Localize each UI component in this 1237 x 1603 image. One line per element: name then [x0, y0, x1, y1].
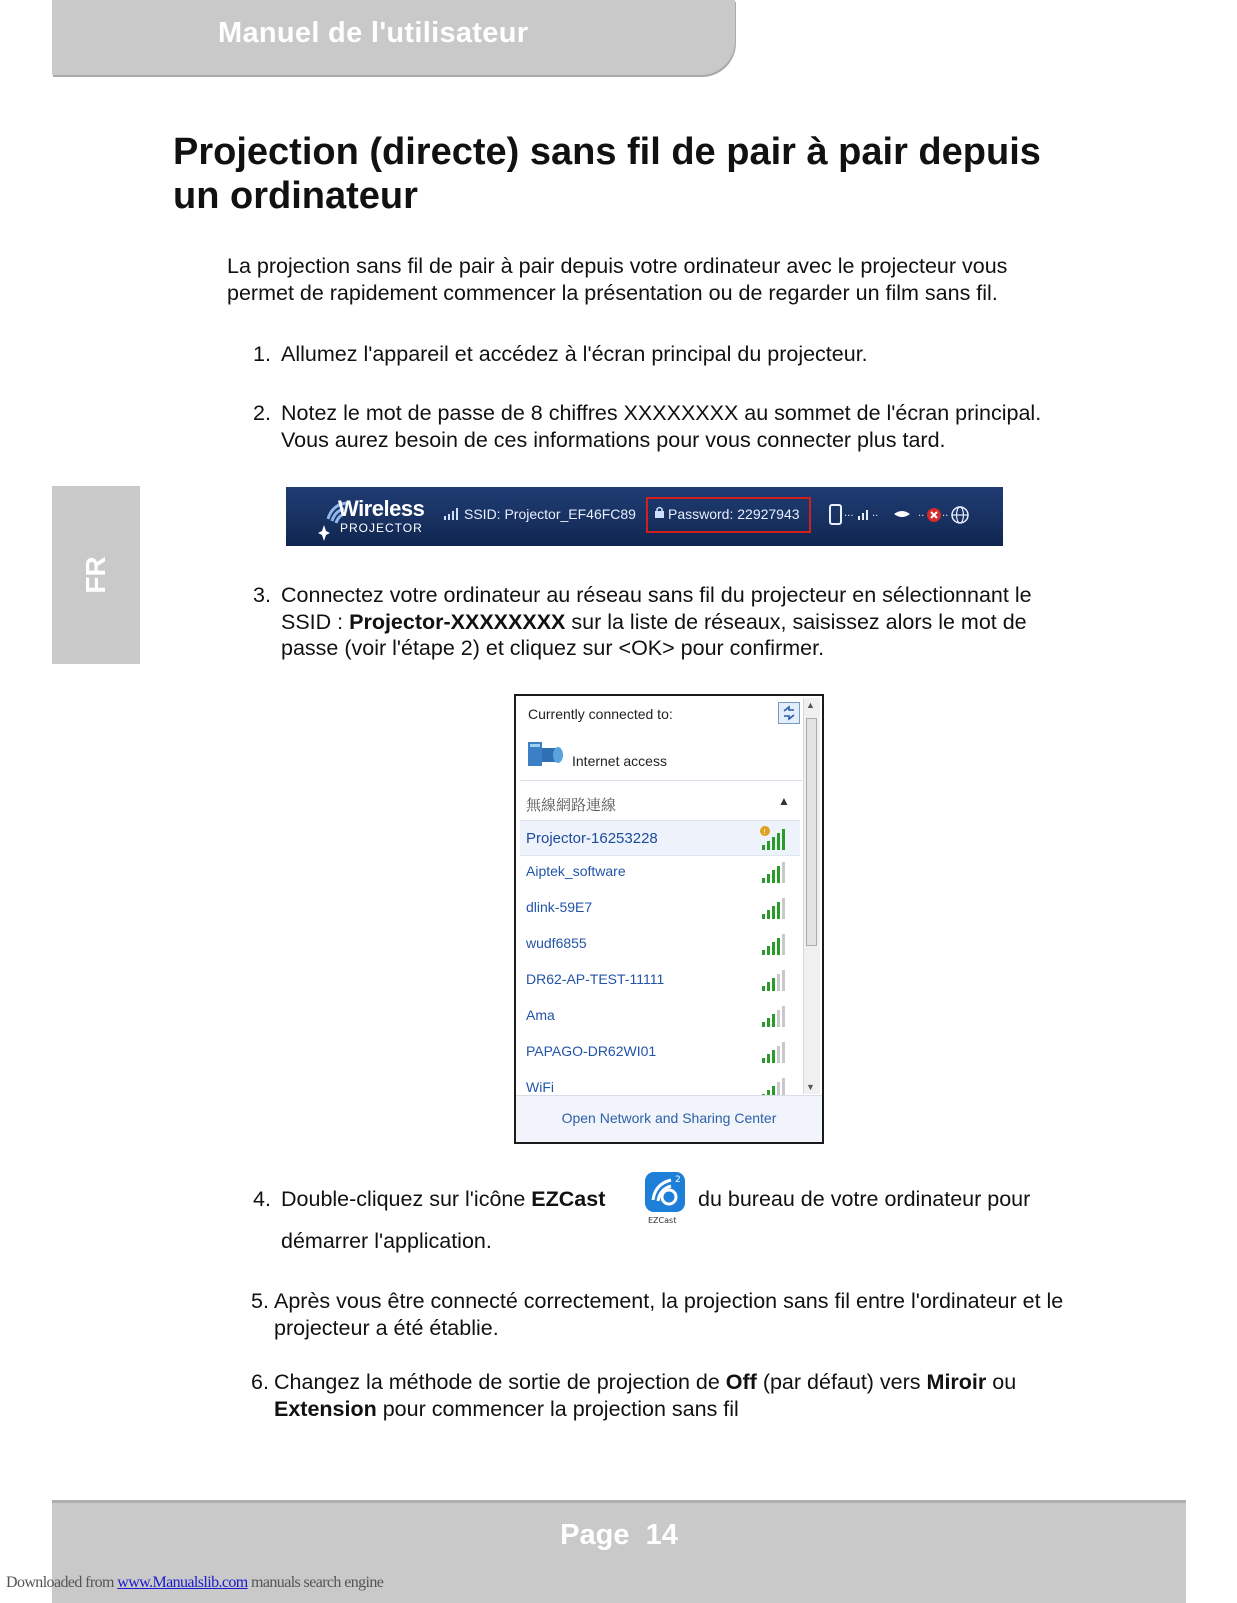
wifi-network-panel: [514, 694, 824, 1144]
wifi-group-label: 無線網路連線: [526, 797, 617, 814]
language-label: FR: [80, 556, 111, 594]
step-4-text-b: du bureau de votre ordinateur pour: [698, 1187, 1031, 1211]
step-6-text-a: Changez la méthode de sortie de projection de: [274, 1370, 726, 1394]
lock-icon: [654, 506, 665, 519]
network-item[interactable]: [520, 998, 800, 1032]
intro-paragraph: La projection sans fil de pair à pair depuis votre ordinateur avec le projecteur vous permet de rapidement commencer la présentation ou de regarder un film sans fil.: [227, 254, 1008, 305]
network-name: WiFi: [526, 1079, 554, 1095]
svg-text:2: 2: [675, 1175, 681, 1185]
password-text: Password: 22927943: [668, 506, 800, 522]
header-title: Manuel de l'utilisateur: [218, 17, 529, 49]
brand-name: Wireless: [338, 496, 425, 521]
extension-emphasis: Extension: [274, 1396, 377, 1421]
step-6-text-c: ou: [986, 1370, 1017, 1394]
step-1-text: Allumez l'appareil et accédez à l'écran principal du projecteur.: [281, 342, 868, 366]
network-item[interactable]: [520, 1034, 800, 1068]
connected-label: Currently connected to:: [528, 706, 673, 722]
step-6-text-d: pour commencer la projection sans fil: [376, 1396, 739, 1421]
network-sharing-center-link[interactable]: Open Network and Sharing Center: [561, 1110, 777, 1126]
projector-status-banner: [286, 487, 1003, 546]
section-title: Projection (directe) sans fil de pair à pair depuis un ordinateur: [173, 131, 1041, 217]
svg-text:··: ··: [942, 511, 949, 522]
step-3-text-b: sur la liste de réseaux, saisissez alors le mot de passe (voir l'étape 2) et cliquez sur <OK> pour confirmer.: [281, 609, 1027, 660]
step-4-text-a: Double-cliquez sur l'icône: [281, 1187, 532, 1211]
network-name: dlink-59E7: [526, 899, 593, 915]
mirror-emphasis: Miroir: [926, 1370, 987, 1394]
step-2-text: Notez le mot de passe de 8 chiffres XXXXXXXX au sommet de l'écran principal. Vous aurez besoin de ces informations pour vous connecter plus tard.: [281, 401, 1042, 452]
scrollbar[interactable]: [803, 698, 820, 1094]
ssid-text: SSID: Projector_EF46FC89: [464, 506, 636, 522]
network-item[interactable]: [520, 926, 800, 960]
svg-text:···: ···: [844, 511, 854, 522]
download-note: [6, 1574, 383, 1592]
scroll-down-icon[interactable]: ▼: [806, 1082, 815, 1092]
ssid-emphasis: Projector-XXXXXXXX: [349, 609, 566, 634]
ezcast-icon-caption: EZCast: [648, 1216, 677, 1224]
svg-text:··: ··: [872, 511, 879, 522]
network-item[interactable]: [520, 890, 800, 924]
step-6-number: 6.: [251, 1370, 269, 1394]
step-5-number: 5.: [251, 1289, 269, 1313]
svg-text:!: !: [763, 828, 766, 836]
scroll-thumb[interactable]: [806, 718, 817, 946]
step-3-text: [281, 582, 1071, 662]
step-3-text-a: Connectez votre ordinateur au réseau sans fil du projecteur en sélectionnant le SSID :: [281, 583, 1032, 634]
step-4-text-c: démarrer l'application.: [281, 1229, 492, 1253]
page-number: Page 14: [560, 1519, 678, 1551]
step-3-number: 3.: [253, 583, 271, 607]
step-5-text: Après vous être connecté correctement, la projection sans fil entre l'ordinateur et le projecteur a été établie.: [274, 1289, 1064, 1340]
step-4-number: 4.: [253, 1187, 271, 1211]
step-6-text-b: (par défaut) vers: [756, 1370, 927, 1394]
wifi-signal-icon: [758, 930, 786, 956]
manualslib-link[interactable]: www.Manualslib.com: [117, 1574, 248, 1591]
wifi-signal-icon: [758, 894, 786, 920]
network-item[interactable]: [520, 820, 800, 856]
refresh-icon[interactable]: [778, 702, 800, 724]
wifi-signal-icon: [758, 1038, 786, 1064]
network-name: Projector-16253228: [526, 830, 658, 847]
off-emphasis: Off: [725, 1370, 757, 1394]
download-suffix: manuals search engine: [247, 1574, 384, 1591]
ezcast-app-icon: [643, 1170, 689, 1224]
step-1-number: 1.: [253, 342, 271, 366]
internet-access-label: Internet access: [572, 753, 667, 769]
divider: [520, 780, 802, 781]
step-2-number: 2.: [253, 401, 271, 425]
ezcast-emphasis: EZCast: [531, 1187, 606, 1211]
wifi-signal-icon: [758, 1002, 786, 1028]
download-prefix: Downloaded from: [6, 1574, 118, 1591]
network-name: Aiptek_software: [526, 863, 626, 879]
network-icon: [526, 738, 564, 770]
svg-text:··: ··: [918, 511, 925, 522]
collapse-caret-icon[interactable]: ▲: [778, 794, 790, 808]
signal-icon: [444, 508, 462, 520]
cloud-icon: [894, 511, 910, 517]
connection-status-icons: [826, 501, 986, 531]
brand-subtitle: PROJECTOR: [340, 521, 423, 535]
wifi-signal-icon: [758, 858, 786, 884]
network-name: Ama: [526, 1007, 555, 1023]
panel-footer: [516, 1095, 822, 1142]
network-item[interactable]: [520, 854, 800, 888]
scroll-up-icon[interactable]: ▲: [806, 700, 815, 710]
network-item[interactable]: [520, 962, 800, 996]
network-name: DR62-AP-TEST-11111: [526, 971, 665, 987]
step-4-text-line1: [281, 1186, 605, 1213]
phone-icon: [830, 505, 841, 524]
wifi-signal-icon: [758, 966, 786, 992]
network-name: wudf6855: [526, 935, 587, 951]
wifi-signal-shield-icon: [758, 825, 786, 851]
step-6-text: [274, 1369, 1074, 1422]
network-name: PAPAGO-DR62WI01: [526, 1043, 657, 1059]
language-tab: [52, 486, 140, 664]
